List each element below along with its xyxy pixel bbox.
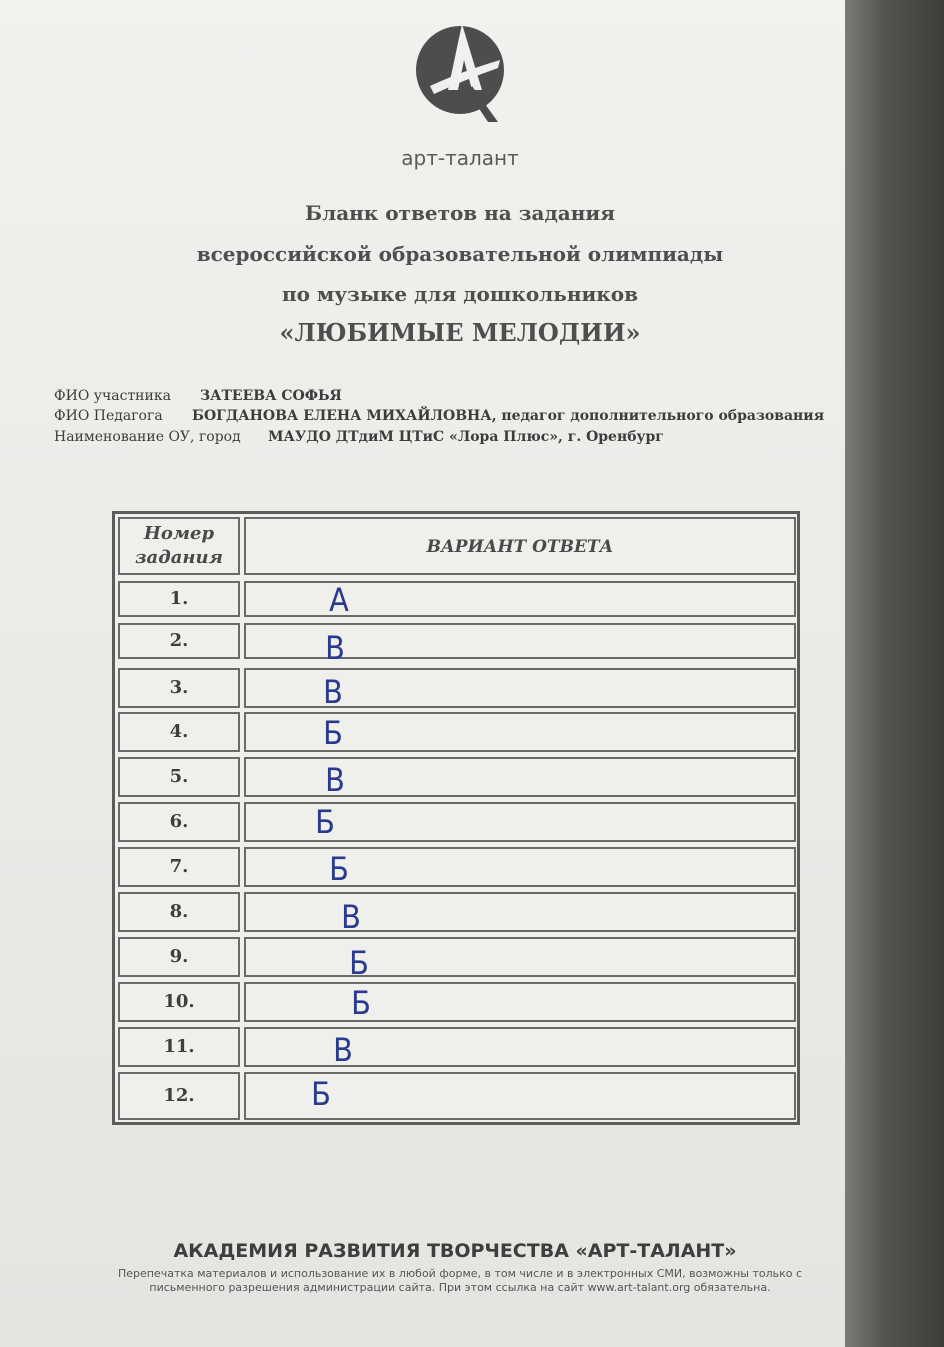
handwritten-answer: Б — [329, 850, 349, 888]
table-row — [118, 1072, 796, 1120]
participant-value: ЗАТЕЕВА СОФЬЯ — [200, 388, 342, 404]
handwritten-answer: А — [329, 581, 349, 619]
handwritten-answer: В — [325, 629, 345, 667]
table-row — [118, 668, 796, 711]
table-row — [118, 802, 796, 842]
task-number-cell: 3. — [118, 668, 240, 708]
teacher-line — [54, 408, 824, 424]
table-row — [118, 757, 796, 797]
footer-note: Перепечатка материалов и использование их в любой форме, в том числе и в электронных СМИ, возможны только с письменного разрешения администрации сайта. При этом ссылка на сайт www.art-talant.org обязательна. — [117, 1267, 803, 1294]
answer-cell — [244, 802, 796, 842]
answer-cell — [244, 581, 796, 617]
brand-name: арт-талант — [401, 146, 519, 170]
handwritten-answer: Б — [349, 944, 369, 982]
answer-cell — [244, 847, 796, 887]
handwritten-answer: В — [325, 761, 345, 799]
task-number-cell: 6. — [118, 802, 240, 842]
header-num-line-1: Номер — [143, 523, 215, 544]
task-number-cell: 12. — [118, 1072, 240, 1120]
answer-cell — [244, 982, 796, 1022]
answer-cell — [244, 1027, 796, 1067]
task-number-cell: 9. — [118, 937, 240, 977]
header-num-line-2: задания — [135, 547, 223, 568]
table-row — [118, 982, 796, 1022]
title-line-3: по музыке для дошкольников — [281, 282, 638, 306]
task-number-cell: 7. — [118, 847, 240, 887]
task-number-cell: 5. — [118, 757, 240, 797]
handwritten-answer: В — [333, 1031, 353, 1069]
task-number-cell: 1. — [118, 581, 240, 617]
answer-cell — [244, 1072, 796, 1120]
organization-label: Наименование ОУ, город — [54, 429, 241, 445]
table-row — [118, 1027, 796, 1067]
handwritten-answer: Б — [351, 984, 371, 1022]
answer-cell — [244, 937, 796, 982]
handwritten-answer: В — [323, 673, 343, 711]
answer-cell — [244, 892, 796, 936]
table-row — [118, 581, 796, 617]
handwritten-answer: Б — [323, 714, 343, 752]
organization-value: МАУДО ДТдиМ ЦТиС «Лора Плюс», г. Оренбург — [268, 429, 664, 445]
handwritten-answer: Б — [315, 803, 335, 841]
title-line-2: всероссийской образовательной олимпиады — [196, 242, 724, 266]
organization-line — [54, 429, 664, 445]
answer-cell — [244, 623, 796, 667]
table-row — [118, 847, 796, 887]
task-number-cell: 8. — [118, 892, 240, 932]
handwritten-answer: Б — [311, 1075, 331, 1113]
answer-cell — [244, 757, 796, 797]
teacher-label: ФИО Педагога — [54, 408, 163, 424]
table-header-answer: ВАРИАНТ ОТВЕТА — [244, 517, 796, 575]
task-number-cell: 10. — [118, 982, 240, 1022]
title-line-1: Бланк ответов на задания — [305, 201, 615, 225]
table-row — [118, 892, 796, 936]
table-row — [118, 712, 796, 752]
answer-cell — [244, 668, 796, 711]
answer-cell — [244, 712, 796, 752]
table-row — [118, 937, 796, 982]
table-header-task-number — [118, 517, 240, 575]
title-line-4: «ЛЮБИМЫЕ МЕЛОДИИ» — [279, 318, 641, 347]
participant-line — [54, 388, 342, 404]
task-number-cell: 2. — [118, 623, 240, 659]
art-talant-logo-icon — [412, 20, 508, 126]
participant-label: ФИО участника — [54, 388, 171, 404]
table-row — [118, 623, 796, 667]
footer-title: АКАДЕМИЯ РАЗВИТИЯ ТВОРЧЕСТВА «АРТ-ТАЛАНТ» — [173, 1240, 737, 1262]
task-number-cell: 11. — [118, 1027, 240, 1067]
teacher-value: БОГДАНОВА ЕЛЕНА МИХАЙЛОВНА, педагог дополнительного образования — [192, 408, 825, 424]
handwritten-answer: В — [341, 898, 361, 936]
task-number-cell: 4. — [118, 712, 240, 752]
